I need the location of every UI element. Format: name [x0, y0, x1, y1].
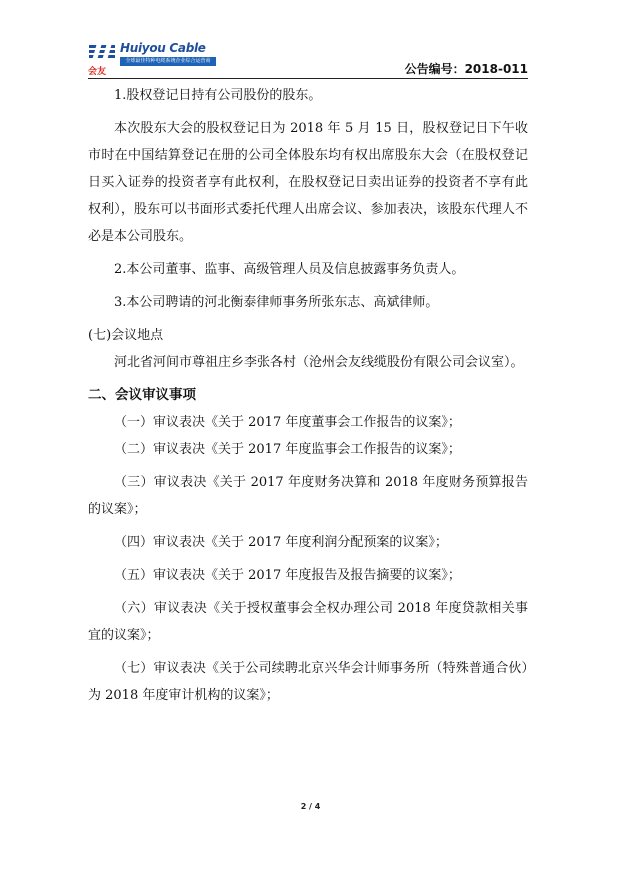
page-header — [88, 40, 528, 80]
logo-slogan: 全球最佳特种电缆系统企业综合运营商 — [120, 57, 216, 66]
notice-number: 公告编号：2018-011 — [404, 62, 528, 76]
logo-mark-icon — [88, 42, 118, 66]
agenda-item-7: （七）审议表决《关于公司续聘北京兴华会计师事务所（特殊普通合伙）为 2018 年度审计机构的议案》； — [88, 661, 528, 703]
paragraph-directors: 2.本公司董事、监事、高级管理人员及信息披露事务负责人。 — [114, 262, 465, 277]
agenda-item-6: （六）审议表决《关于授权董事会全权办理公司 2018 年度贷款相关事宜的议案》； — [88, 601, 528, 643]
agenda-item-1: （一）审议表决《关于 2017 年度董事会工作报告的议案》； — [114, 415, 461, 430]
paragraph-location: 河北省河间市尊祖庄乡李张各村（沧州会友线缆股份有限公司会议室）。 — [114, 355, 524, 370]
paragraph-record-date: 本次股东大会的股权登记日为 2018 年 5 月 15 日，股权登记日下午收市时在中国结算登记在册的公司全体股东均有权出席股东大会（在股权登记日买入证券的投资者享有此权利，在股权登记日卖出证券的投资者不享有此权利），股东可以书面形式委托代理人出席会议、参加表决，该股东代理人不必是本公司股东。 — [88, 121, 528, 244]
agenda-item-5: （五）审议表决《关于 2017 年度报告及报告摘要的议案》； — [114, 568, 461, 583]
agenda-item-3: （三）审议表决《关于 2017 年度财务决算和 2018 年度财务预算报告的议案》； — [88, 475, 528, 517]
logo-chinese-name: 会友 — [88, 67, 107, 77]
company-logo — [88, 40, 218, 77]
section-heading-agenda: 二、会议审议事项 — [88, 387, 196, 403]
section-meeting-location: (七)会议地点 — [88, 328, 164, 343]
page-number: 2 / 4 — [300, 802, 321, 811]
document-body — [88, 82, 528, 709]
header-divider — [88, 78, 528, 79]
logo-english-name: Huiyou Cable — [120, 41, 206, 55]
paragraph-lawyers: 3.本公司聘请的河北衡泰律师事务所张东志、高斌律师。 — [114, 295, 439, 310]
paragraph-shareholders: 1.股权登记日持有公司股份的股东。 — [114, 88, 322, 103]
agenda-item-4: （四）审议表决《关于 2017 年度利润分配预案的议案》； — [114, 535, 448, 550]
agenda-item-2: （二）审议表决《关于 2017 年度监事会工作报告的议案》； — [114, 442, 461, 457]
